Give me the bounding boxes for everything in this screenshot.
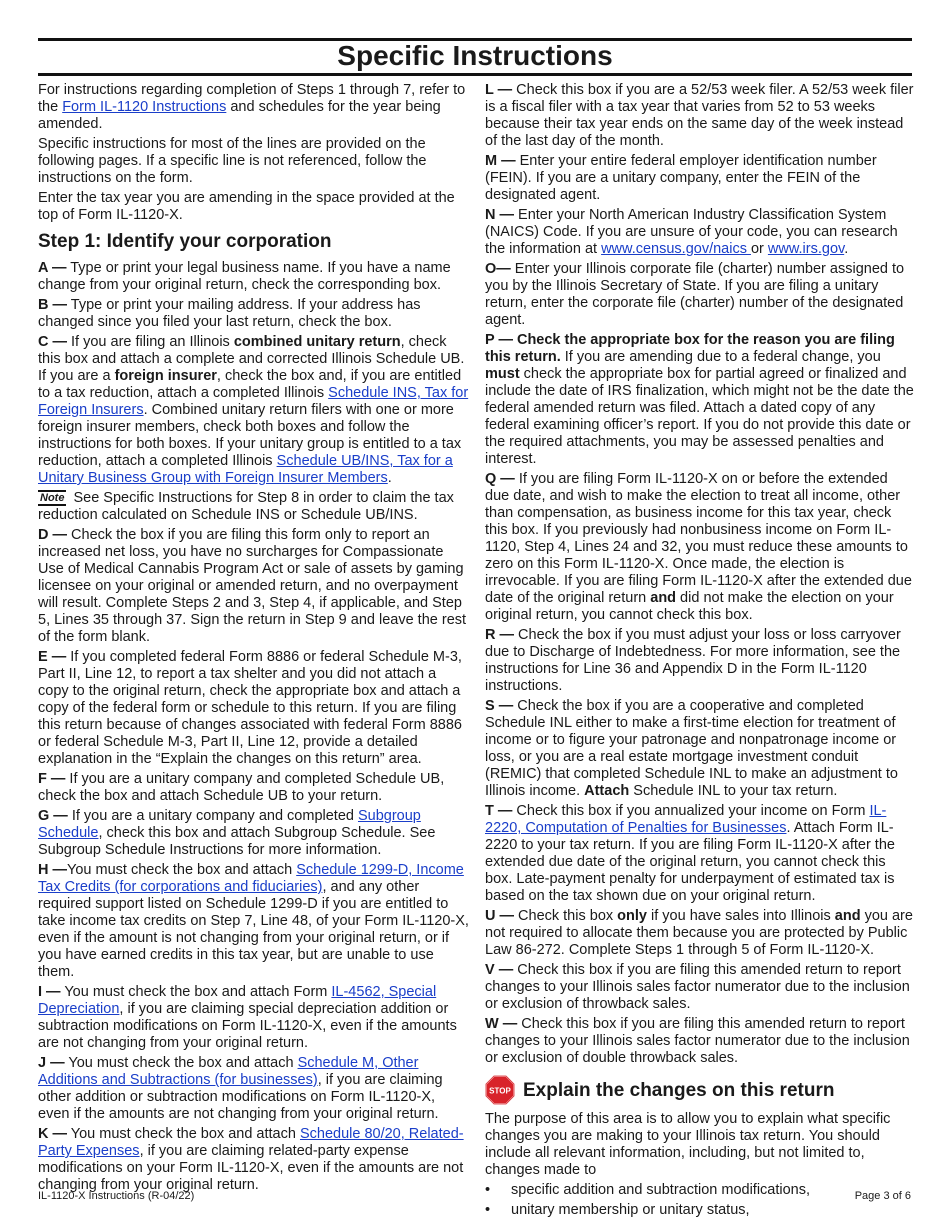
item-u: U — Check this box only if you have sales into Illinois and you are not required to allocate them because you are protected by Public Law 86-272. Complete Steps 1 through 5 of Form IL-1120-X.: [485, 908, 913, 958]
item-g: G — If you are a unitary company and completed Subgroup Schedule, check this box and attach Subgroup Schedule. See Subgroup Schedule Instructions for more information.: [38, 808, 436, 858]
item-w: W — Check this box if you are filing this amended return to report changes to your Illinois sales factor numerator due to the inclusion or exclusion of double throwback sales.: [485, 1016, 910, 1066]
item-q: Q — If you are filing Form IL-1120-X on or before the extended due date, and wish to make the election to treat all income, other than compensation, as business income for this tax year, check this box. If you previously had nonbusiness income on Form IL-1120, Step 4, Lines 24 and 32, you must reduce these amounts to zero on this Form IL-1120-X. Once made, the election is irrevocable. If you are filing Form IL-1120-X after the extended due date of the original return and did not make the election on your original return, you cannot check this box.: [485, 471, 912, 623]
item-f: F — If you are a unitary company and completed Schedule UB, check the box and attach Schedule UB to your return.: [38, 771, 445, 804]
stop-sign-icon: [485, 1075, 515, 1105]
item-o: O— Enter your Illinois corporate file (charter) number assigned to you by the Illinois Secretary of State. If you are filing a unitary return, enter the corporate file (charter) number of the designated agent.: [485, 261, 905, 328]
item-n: N — Enter your North American Industry Classification System (NAICS) Code. If you are unsure of your code, you can research the information at www.census.gov/naics or www.irs.gov.: [485, 207, 898, 257]
form-il-1120-instructions-link[interactable]: Form IL-1120 Instructions: [62, 99, 227, 115]
item-i: I — You must check the box and attach Form IL-4562, Special Depreciation, if you are claiming special depreciation addition or subtraction modifications on Form IL-1120-X, even if the amounts are not changing from your original return.: [38, 984, 457, 1051]
schedule-ins-link[interactable]: Schedule INS, Tax for Foreign Insurers: [38, 385, 469, 418]
item-b: B — Type or print your mailing address. If your address has changed since you filed your last return, check the box.: [38, 297, 421, 330]
item-e: E — If you completed federal Form 8886 or federal Schedule M-3, Part II, Line 12, to report a tax shelter and you did not attach a copy to the original return, check the appropriate box and attach a copy of the federal form or schedule to this return. If you are filing this return because of changes associated with federal Form 8886 or federal Schedule M-3, Part II, Line 12, provide a detailed explanation in the “Explain the changes on this return” area.: [38, 649, 462, 767]
note-icon: Note: [40, 492, 65, 504]
irs-gov-link[interactable]: www.irs.gov: [767, 241, 845, 257]
schedule-m-link[interactable]: Schedule M, Other Additions and Subtractions (for businesses): [38, 1055, 419, 1088]
item-d: D — Check the box if you are filing this form only to report an increased net loss, you have no surcharges for Compassionate Use of Medical Cannabis Program Act or sale of assets by gaming licensee on your original or amended return, and no overpayment will result. Complete Steps 2 and 3, Step 4, if applicable, and Step 5, Lines 35 through 37. Sign the return in Step 9 and leave the rest of the form blank.: [38, 527, 467, 645]
item-r: R — Check the box if you must adjust your loss or loss carryover due to Discharge of Indebtedness. For more information, see the instructions for Line 36 and Appendix D in the Form IL-1120 instructions.: [485, 627, 901, 694]
footer-form-id: IL-1120-X Instructions (R-04/22): [38, 1190, 195, 1202]
list-item: • unitary membership or unitary status,: [485, 1202, 915, 1219]
item-p: P — Check the appropriate box for the reason you are filing this return. If you are amending due to a federal change, you must check the appropriate box for partial agreed or finalized and include the date of IRS finalization, which might not be the date the federal amended return was filed. Attach a dated copy of any federal examining officer’s report. If you do not provide this date or the required attachments, you may be assessed penalties and interest.: [485, 332, 914, 467]
title-rule: [38, 73, 912, 76]
intro-paragraph-1: For instructions regarding completion of Steps 1 through 7, refer to the Form IL-1120 Instructions and schedules for the year being amended.: [38, 82, 466, 132]
item-t: T — Check this box if you annualized your income on Form IL-2220, Computation of Penalties for Businesses. Attach Form IL-2220 to your tax return. If you are filing Form IL-1120-X after the extended due date of the original return, you cannot check this box. Late-payment penalty for underpayment of estimated tax is based on the tax shown due on your original return.: [485, 803, 895, 904]
item-c: C — If you are filing an Illinois combined unitary return, check this box and attach a complete and corrected Illinois Schedule UB. If you are a foreign insurer, check the box and, if you are entitled to a tax reduction, attach a completed Illinois Schedule INS, Tax for Foreign Insurers. Combined unitary return filers with one or more foreign insurer members, check both boxes and follow the instructions for both boxes. If your unitary group is entitled to a tax reduction, attach a completed Illinois Schedule UB/INS, Tax for a Unitary Business Group with Foreign Insurer Members.: [38, 334, 469, 486]
explain-paragraph: The purpose of this area is to allow you to explain what specific changes you are making to your Illinois tax return. You should include all relevant information, including, but not limited to, changes made to: [485, 1111, 891, 1178]
explain-bullet-list: [485, 1182, 915, 1219]
schedule-1299d-link[interactable]: Schedule 1299-D, Income Tax Credits (for corporations and fiduciaries): [38, 862, 464, 895]
item-m: M — Enter your entire federal employer identification number (FEIN). If you are a unitary company, enter the FEIN of the designated agent.: [485, 153, 877, 203]
note-paragraph: Note See Specific Instructions for Step 8 in order to claim the tax reduction calculated on Schedule INS or Schedule UB/INS.: [38, 490, 454, 523]
il-4562-link[interactable]: IL-4562, Special Depreciation: [38, 984, 437, 1017]
intro-paragraph-2: Specific instructions for most of the lines are provided on the following pages. If a specific line is not referenced, follow the instructions on the form.: [38, 136, 427, 186]
item-k: K — You must check the box and attach Schedule 80/20, Related-Party Expenses, if you are claiming related-party expense modifications on your Form IL-1120-X, even if the amounts are not changing from your original return.: [38, 1126, 464, 1193]
il-2220-link[interactable]: IL-2220, Computation of Penalties for Businesses: [485, 803, 887, 836]
item-j: J — You must check the box and attach Schedule M, Other Additions and Subtractions (for businesses), if you are claiming other addition or subtraction modifications on Form IL-1120-X, even if the amounts are not changing from your original return.: [38, 1055, 443, 1122]
step1-heading: Step 1: Identify your corporation: [38, 231, 332, 252]
explain-heading-row: [485, 1075, 915, 1105]
schedule-80-20-link[interactable]: Schedule 80/20, Related-Party Expenses: [38, 1126, 464, 1159]
item-a: A — Type or print your legal business name. If you have a name change from your original return, check the corresponding box.: [38, 260, 451, 293]
intro-paragraph-3: Enter the tax year you are amending in the space provided at the top of Form IL-1120-X.: [38, 190, 455, 223]
left-column: [38, 82, 470, 1197]
stop-sign-text: STOP: [489, 1086, 511, 1096]
right-column: [485, 82, 915, 1222]
schedule-ub-ins-link[interactable]: Schedule UB/INS, Tax for a Unitary Business Group with Foreign Insurer Members: [38, 453, 453, 486]
item-h: H —You must check the box and attach Schedule 1299-D, Income Tax Credits (for corporations and fiduciaries), and any other required support listed on Schedule 1299-D if you are entitled to take income tax credits on Step 7, Line 48, of your Form IL-1120-X, even if the amount is not changing from your original return, or if you have earned credits in this tax year, but are unable to use them.: [38, 862, 469, 980]
page-title: Specific Instructions: [337, 40, 613, 71]
list-item: • specific addition and subtraction modifications,: [485, 1182, 915, 1199]
explain-heading: Explain the changes on this return: [523, 1079, 835, 1101]
subgroup-schedule-link[interactable]: Subgroup Schedule: [38, 808, 421, 841]
census-naics-link[interactable]: www.census.gov/naics: [601, 241, 751, 257]
footer-page-number: Page 3 of 6: [854, 1190, 911, 1202]
item-v: V — Check this box if you are filing this amended return to report changes to your Illinois sales factor numerator due to the inclusion or exclusion of throwback sales.: [485, 962, 910, 1012]
item-s: S — Check the box if you are a cooperative and completed Schedule INL either to make a first-time election for treatment of income or to figure your patronage and nonpatronage income or loss, or you are a real estate mortgage investment conduit (REMIC) that completed Schedule INL to make an adjustment to Illinois income. Attach Schedule INL to your tax return.: [485, 698, 898, 799]
item-l: L — Check this box if you are a 52/53 week filer. A 52/53 week filer is a fiscal filer with a tax year that varies from 52 to 53 weeks because their tax year ends on the same day of the week instead of the last day of the month.: [485, 82, 914, 149]
